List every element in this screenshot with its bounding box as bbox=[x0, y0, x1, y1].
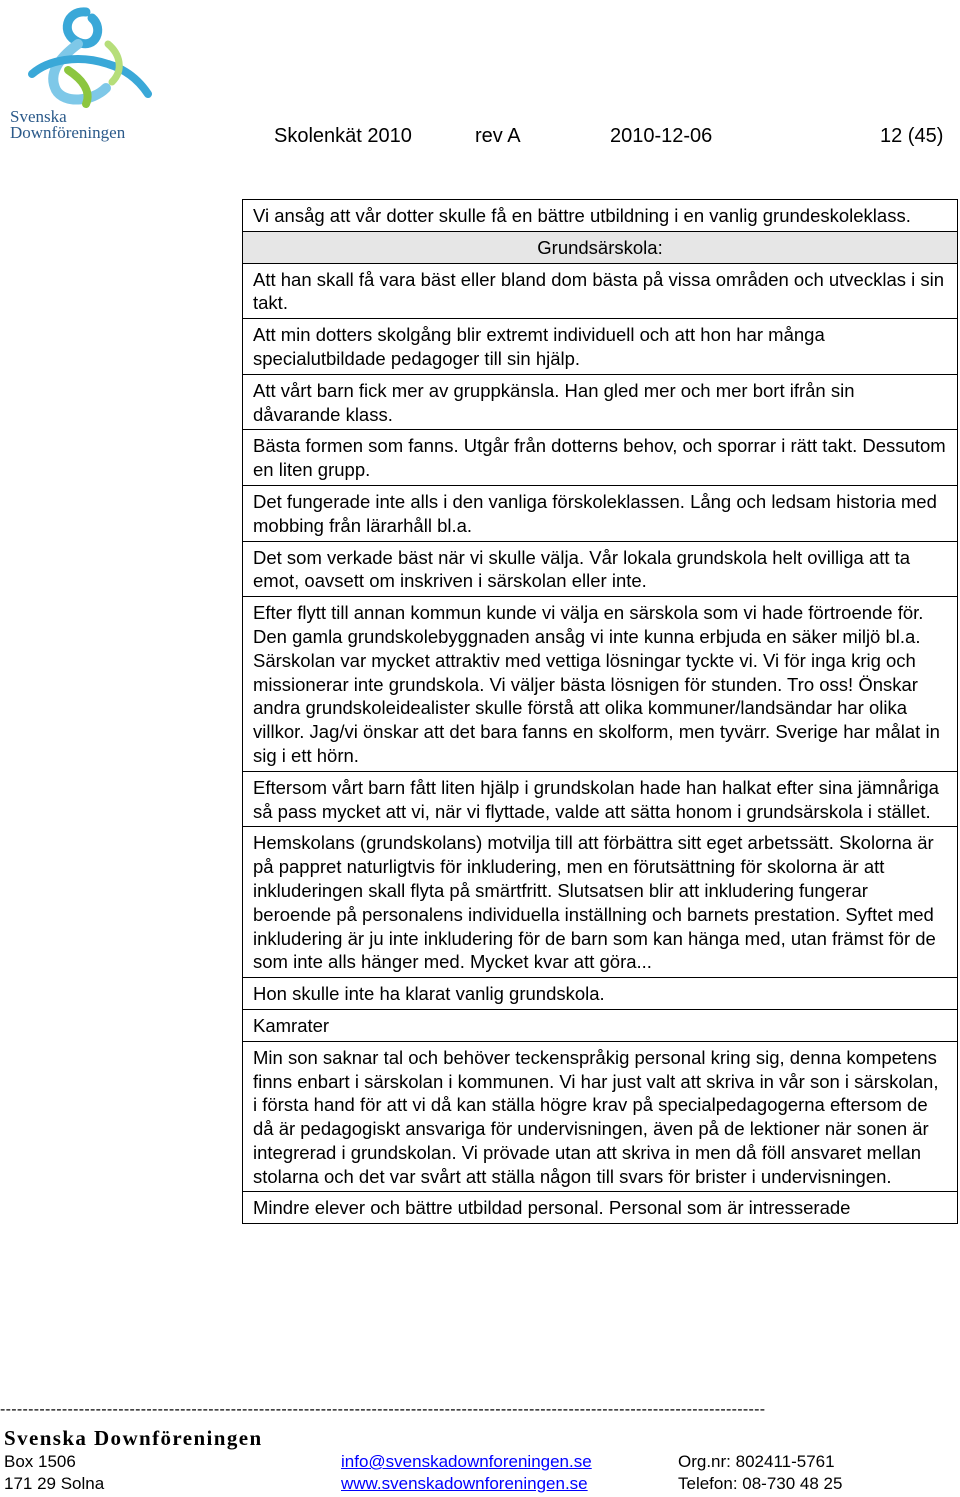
footer-web-link[interactable]: www.svenskadownforeningen.se bbox=[341, 1474, 588, 1493]
response-cell: Efter flytt till annan kommun kunde vi välja en särskola som vi hade förtroende för. Den gamla grundskolebyggnaden ansåg vi inte kunna erbjuda en säker miljö bl.a. Särskolan var mycket attraktiv med vettiga lösningar tyckte vi. Vi för inga krig och missionerar inte grundskola. Vi väljer bästa lösnigen för stunden. Tro oss! Önskar andra grundskoleidealister skulle förstå att olika kommuner/landsändar har olika villkor. Jag/vi önskar att det bara fanns en skolform, men tyvärr. Sverige har målat in sig i ett hörn. bbox=[243, 597, 958, 772]
footer-org-name: Svenska Downföreningen bbox=[4, 1426, 263, 1450]
table-row bbox=[243, 597, 958, 772]
svg-text:Svenska: Svenska bbox=[10, 107, 67, 126]
response-cell: Det fungerade inte alls i den vanliga förskoleklassen. Lång och ledsam historia med mobbing från lärarhåll bl.a. bbox=[243, 485, 958, 541]
response-cell: Kamrater bbox=[243, 1009, 958, 1041]
response-cell: Eftersom vårt barn fått liten hjälp i grundskolan hade han halkat efter sina jämnåriga så pass mycket att vi, när vi flyttade, valde att sätta honom i grundsärskola i stället. bbox=[243, 771, 958, 827]
footer-city: 171 29 Solna bbox=[4, 1474, 105, 1493]
revision-label: rev A bbox=[475, 125, 521, 147]
footer-divider: ---------------------------------------------------------------------------------------------------------------------------------------- bbox=[0, 1403, 766, 1417]
section-heading: Grundsärskola: bbox=[243, 231, 958, 263]
responses-table bbox=[242, 199, 958, 1224]
table-row bbox=[243, 827, 958, 978]
table-row bbox=[243, 430, 958, 486]
response-cell: Min son saknar tal och behöver teckenspråkig personal kring sig, denna kompetens finns enbart i särskolan i kommunen. Vi har just valt att skriva in vår son i särskolan, i första hand för att vi då kan ställa högre krav på specialpedagogerna eftersom de då är pedagogiskt ansvariga för undervisningen, även på de lektioner när sonen är integrerad i grundskolan. Vi prövade utan att skriva in men då föll ansvaret mellan stolarna och det var svårt att ställa någon till svars för brister i undervisningen. bbox=[243, 1041, 958, 1192]
response-cell: Det som verkade bäst när vi skulle välja. Vår lokala grundskola helt ovilliga att ta emot, oavsett om inskriven i särskolan eller inte. bbox=[243, 541, 958, 597]
response-cell: Vi ansåg att vår dotter skulle få en bättre utbildning i en vanlig grundeskoleklass. bbox=[243, 200, 958, 232]
response-cell: Bästa formen som fanns. Utgår från dotterns behov, och sporrar i rätt takt. Dessutom en liten grupp. bbox=[243, 430, 958, 486]
page-number: 12 (45) bbox=[880, 125, 944, 147]
table-row bbox=[243, 374, 958, 430]
response-cell: Att min dotters skolgång blir extremt individuell och att hon har många specialutbildade pedagoger till sin hjälp. bbox=[243, 319, 958, 375]
table-row bbox=[243, 1041, 958, 1192]
table-row bbox=[243, 263, 958, 319]
response-cell: Att han skall få vara bäst eller bland dom bästa på vissa områden och utvecklas i sin takt. bbox=[243, 263, 958, 319]
response-cell: Hemskolans (grundskolans) motvilja till att förbättra sitt eget arbetssätt. Skolorna är på pappret naturligtvis för inkludering, men en förutsättning för skolorna är att inkluderingen skall flyta på smärtfritt. Slutsatsen blir att inkludering fungerar beroende på personalens individuella inställning och barnets prestation. Syftet med inkludering är ju inte inkludering för de barn som kan hänga med, utan främst för de som inte alls hänger med. Mycket kvar att göra... bbox=[243, 827, 958, 978]
logo-graphic bbox=[8, 4, 158, 144]
table-row bbox=[243, 485, 958, 541]
table-row bbox=[243, 978, 958, 1010]
table-row bbox=[243, 200, 958, 232]
table-row bbox=[243, 231, 958, 263]
table-row bbox=[243, 1192, 958, 1224]
footer-email-link[interactable]: info@svenskadownforeningen.se bbox=[341, 1452, 592, 1471]
document-date: 2010-12-06 bbox=[610, 125, 713, 147]
footer-box: Box 1506 bbox=[4, 1452, 76, 1471]
response-cell: Att vårt barn fick mer av gruppkänsla. Han gled mer och mer bort ifrån sin dåvarande klass. bbox=[243, 374, 958, 430]
table-row bbox=[243, 541, 958, 597]
footer-phone: Telefon: 08-730 48 25 bbox=[678, 1474, 843, 1493]
svenska-downforeningen-logo bbox=[8, 4, 158, 144]
table-row bbox=[243, 771, 958, 827]
table-row bbox=[243, 319, 958, 375]
footer-org-number: Org.nr: 802411-5761 bbox=[678, 1452, 835, 1471]
table-row bbox=[243, 1009, 958, 1041]
response-cell: Hon skulle inte ha klarat vanlig grundskola. bbox=[243, 978, 958, 1010]
svg-text:Downföreningen: Downföreningen bbox=[10, 123, 126, 142]
response-cell-cut bbox=[243, 1192, 958, 1224]
document-title: Skolenkät 2010 bbox=[274, 125, 412, 147]
response-text: Mindre elever och bättre utbildad personal. Personal som är intresserade bbox=[253, 1197, 851, 1219]
